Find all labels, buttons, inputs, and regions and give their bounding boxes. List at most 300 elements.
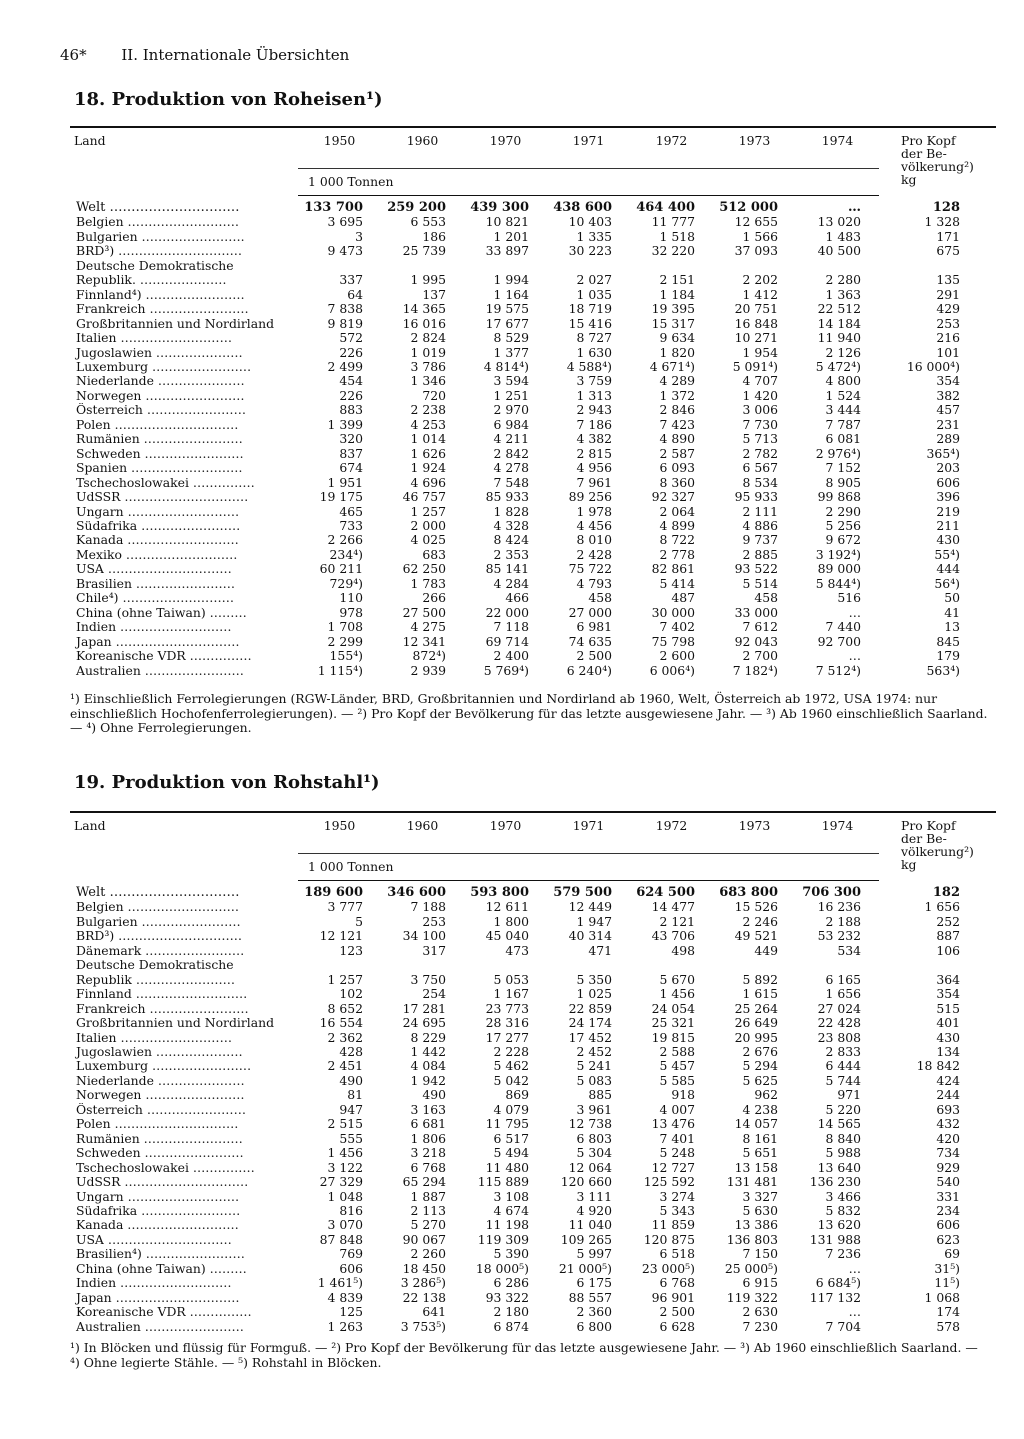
value-cell: 3 006 <box>742 403 778 418</box>
value-cell: 1 014 <box>410 432 446 447</box>
value-cell: 14 365 <box>402 302 446 317</box>
value-cell: 3 444 <box>825 403 861 418</box>
value-cell: 2 824 <box>410 331 446 346</box>
value-cell: 22 428 <box>817 1016 861 1031</box>
per-capita-cell: 578 <box>936 1319 960 1334</box>
value-cell: 346 600 <box>387 885 446 900</box>
per-capita-cell: 563⁴) <box>926 663 960 678</box>
value-cell: 7 152 <box>825 461 861 476</box>
value-cell: 6 165 <box>825 972 861 987</box>
value-cell: 5 997 <box>576 1247 612 1262</box>
value-cell: 1 115⁴) <box>317 663 363 678</box>
value-cell <box>796 958 879 972</box>
value-cell: 2 290 <box>825 504 861 519</box>
value-cell: 5 832 <box>825 1203 861 1218</box>
value-cell: 14 184 <box>817 316 861 331</box>
value-cell: 4 588⁴) <box>566 359 612 374</box>
per-capita-cell: 424 <box>936 1073 960 1088</box>
country-cell: Australien …………………… <box>76 1319 244 1334</box>
country-cell: Großbritannien und Nordirland <box>76 316 275 331</box>
value-cell: 1 372 <box>659 388 695 403</box>
value-cell: 125 <box>339 1305 363 1320</box>
value-cell: 4 890 <box>659 432 695 447</box>
value-cell: 5 083 <box>576 1073 612 1088</box>
column-header-land: Land <box>70 127 298 196</box>
value-cell: 6 984 <box>493 417 529 432</box>
value-cell: 2 499 <box>327 359 363 374</box>
column-header-year: 1973 <box>713 812 796 854</box>
value-cell: 3 192⁴) <box>815 547 861 562</box>
value-cell: 438 600 <box>553 200 612 215</box>
value-cell: 7 730 <box>742 417 778 432</box>
value-cell: 10 403 <box>568 215 612 230</box>
value-cell: 2 126 <box>825 345 861 360</box>
per-capita-cell: 623 <box>936 1232 960 1247</box>
table-row <box>70 1320 996 1334</box>
value-cell: 5 472⁴) <box>815 359 861 374</box>
value-cell: 6 567 <box>742 461 778 476</box>
value-cell: 17 677 <box>485 316 529 331</box>
value-cell: 2 202 <box>742 273 778 288</box>
value-cell: 7 230 <box>742 1319 778 1334</box>
table-row <box>70 519 996 533</box>
per-capita-cell: 365⁴) <box>926 446 960 461</box>
value-cell: 2 400 <box>493 649 529 664</box>
value-cell: 7 402 <box>659 620 695 635</box>
value-cell: 131 988 <box>809 1232 861 1247</box>
value-cell: 19 175 <box>319 490 363 505</box>
value-cell: 34 100 <box>402 929 446 944</box>
value-cell: 4 007 <box>659 1102 695 1117</box>
value-cell: 7 118 <box>493 620 529 635</box>
table-row <box>70 374 996 388</box>
table-row <box>70 1016 996 1030</box>
value-cell: 3 777 <box>327 900 363 915</box>
value-cell: 1 947 <box>576 914 612 929</box>
table-row <box>70 1233 996 1247</box>
value-cell: 2 600 <box>659 649 695 664</box>
country-cell: Südafrika …………………… <box>76 1203 241 1218</box>
value-cell <box>381 259 464 273</box>
value-cell: 8 722 <box>659 533 695 548</box>
table-19-footnote: ¹) In Blöcken und flüssig für Formguß. — ²) Pro Kopf der Bevölkerung für das letzte ausgewiesene Jahr. — ³) Ab 1960 einschließlich Saarland. — ⁴) Ohne legierte Stähle. — ⁵) Rohstahl in Blöcken. <box>70 1340 978 1370</box>
value-cell: 1 251 <box>493 388 529 403</box>
value-cell: 1 566 <box>742 229 778 244</box>
value-cell: 22 000 <box>485 605 529 620</box>
value-cell: 14 565 <box>817 1117 861 1132</box>
value-cell: 7 401 <box>659 1131 695 1146</box>
value-cell: 5 457 <box>659 1059 695 1074</box>
value-cell <box>381 958 464 972</box>
running-head-title: II. Internationale Übersichten <box>121 46 350 64</box>
value-cell: … <box>848 200 861 215</box>
value-cell: 3 695 <box>327 215 363 230</box>
country-cell: Polen ………………………… <box>76 1117 239 1132</box>
value-cell: 1 656 <box>825 987 861 1002</box>
value-cell: 7 612 <box>742 620 778 635</box>
per-capita-cell: 211 <box>936 518 960 533</box>
value-cell: 439 300 <box>470 200 529 215</box>
country-cell: Indien ……………………… <box>76 620 232 635</box>
table-row <box>70 1218 996 1232</box>
value-cell: 2 515 <box>327 1117 363 1132</box>
table-18-footnote: ¹) Einschließlich Ferrolegierungen (RGW-Länder, BRD, Großbritannien und Nordirland ab 1960, Welt, Österreich ab 1972, USA 1974: nur einschließlich Hochofenferrolegierungen). — ²) Pro Kopf der Bevölkerung für das letzte ausgewiesene Jahr. — ³) Ab 1960 einschließlich Saarland. — ⁴) Ohne Ferrolegierungen. <box>70 691 988 736</box>
value-cell: 226 <box>339 345 363 360</box>
per-capita-cell: 101 <box>936 345 960 360</box>
value-cell: 40 314 <box>568 929 612 944</box>
value-cell: 4 793 <box>576 576 612 591</box>
value-cell: 5 241 <box>576 1059 612 1074</box>
value-cell: 25 321 <box>651 1016 695 1031</box>
value-cell: 9 672 <box>825 533 861 548</box>
value-cell: 8 161 <box>742 1131 778 1146</box>
value-cell: 12 121 <box>319 929 363 944</box>
per-capita-cell: 929 <box>936 1160 960 1175</box>
column-header-year: 1972 <box>630 127 713 169</box>
value-cell: 1 363 <box>825 287 861 302</box>
value-cell: 33 000 <box>734 605 778 620</box>
value-cell: 2 111 <box>742 504 778 519</box>
value-cell: 458 <box>754 591 778 606</box>
per-capita-cell: 234 <box>936 1203 960 1218</box>
country-cell: Republik. ………………… <box>76 273 227 288</box>
value-cell: 6 517 <box>493 1131 529 1146</box>
value-cell: 464 400 <box>636 200 695 215</box>
pro-kopf-header-line: Pro Kopf <box>901 133 956 148</box>
value-cell: 4 328 <box>493 518 529 533</box>
table-row <box>70 346 996 360</box>
table-row <box>70 490 996 504</box>
country-cell: Brasilien⁴) …………………… <box>76 1247 245 1262</box>
country-cell: Dänemark …………………… <box>76 943 245 958</box>
country-cell: Koreanische VDR …………… <box>76 1305 252 1320</box>
value-cell: 454 <box>339 374 363 389</box>
value-cell: 606 <box>339 1261 363 1276</box>
per-capita-cell: 1 328 <box>924 215 960 230</box>
pro-kopf-header-line: der Be- <box>901 146 947 161</box>
country-cell: Finnland⁴) …………………… <box>76 287 245 302</box>
value-cell: 1 461⁵) <box>317 1276 363 1291</box>
value-cell: 2 280 <box>825 273 861 288</box>
value-cell: 7 704 <box>825 1319 861 1334</box>
value-cell: 92 700 <box>817 634 861 649</box>
value-cell: 1 887 <box>410 1189 446 1204</box>
value-cell: 885 <box>588 1088 612 1103</box>
value-cell: 3 786 <box>410 359 446 374</box>
value-cell: 2 782 <box>742 446 778 461</box>
value-cell: 3 122 <box>327 1160 363 1175</box>
value-cell: 7 182⁴) <box>732 663 778 678</box>
value-cell: 7 548 <box>493 475 529 490</box>
value-cell: 2 000 <box>410 518 446 533</box>
table-row <box>70 1262 996 1276</box>
table-row <box>70 548 996 562</box>
value-cell <box>298 259 381 273</box>
value-cell: 27 329 <box>319 1175 363 1190</box>
value-cell: 683 800 <box>719 885 778 900</box>
value-cell <box>713 259 796 273</box>
value-cell: 5 270 <box>410 1218 446 1233</box>
per-capita-cell <box>879 958 996 972</box>
value-cell: 6 768 <box>659 1276 695 1291</box>
table-row <box>70 900 996 914</box>
table-row <box>70 664 996 678</box>
value-cell: 641 <box>422 1305 446 1320</box>
value-cell: 1 483 <box>825 229 861 244</box>
table-row <box>70 302 996 316</box>
value-cell: 733 <box>339 518 363 533</box>
value-cell: 131 481 <box>726 1175 778 1190</box>
country-cell: Kanada ……………………… <box>76 533 239 548</box>
table-row <box>70 1247 996 1261</box>
value-cell: 15 416 <box>568 316 612 331</box>
per-capita-cell: 106 <box>936 943 960 958</box>
table-row <box>70 944 996 958</box>
value-cell: 2 064 <box>659 504 695 519</box>
value-cell: 2 121 <box>659 914 695 929</box>
value-cell: 2 362 <box>327 1030 363 1045</box>
country-cell: Polen ………………………… <box>76 417 239 432</box>
value-cell: 133 700 <box>304 200 363 215</box>
value-cell: 490 <box>339 1073 363 1088</box>
per-capita-cell: 515 <box>936 1001 960 1016</box>
per-capita-cell: 401 <box>936 1016 960 1031</box>
value-cell: 2 676 <box>742 1044 778 1059</box>
value-cell: 16 016 <box>402 316 446 331</box>
value-cell: 12 064 <box>568 1160 612 1175</box>
value-cell: 5 256 <box>825 518 861 533</box>
value-cell: 7 423 <box>659 417 695 432</box>
per-capita-cell: 16 000⁴) <box>906 359 960 374</box>
value-cell: 4 456 <box>576 518 612 533</box>
value-cell: 5 294 <box>742 1059 778 1074</box>
per-capita-cell: 1 068 <box>924 1290 960 1305</box>
value-cell: 1 257 <box>410 504 446 519</box>
value-cell: 2 353 <box>493 547 529 562</box>
column-header-year: 1950 <box>298 127 381 169</box>
per-capita-cell: 289 <box>936 432 960 447</box>
value-cell: 4 707 <box>742 374 778 389</box>
per-capita-cell: 56⁴) <box>934 576 960 591</box>
per-capita-cell <box>879 259 996 273</box>
value-cell: 136 803 <box>726 1232 778 1247</box>
value-cell <box>464 958 547 972</box>
value-cell: 9 634 <box>659 331 695 346</box>
value-cell: 6 240⁴) <box>566 663 612 678</box>
value-cell: 1 019 <box>410 345 446 360</box>
value-cell: 674 <box>339 461 363 476</box>
value-cell: 534 <box>837 943 861 958</box>
value-cell: 19 395 <box>651 302 695 317</box>
value-cell: 25 000⁵) <box>724 1261 778 1276</box>
value-cell: 8 424 <box>493 533 529 548</box>
value-cell: 6 874 <box>493 1319 529 1334</box>
value-cell: 4 275 <box>410 620 446 635</box>
value-cell: 5 462 <box>493 1059 529 1074</box>
country-cell: Österreich …………………… <box>76 403 246 418</box>
value-cell: 5 053 <box>493 972 529 987</box>
per-capita-cell: 219 <box>936 504 960 519</box>
per-capita-cell: 41 <box>944 605 960 620</box>
value-cell: 6 981 <box>576 620 612 635</box>
per-capita-cell: 1 656 <box>924 900 960 915</box>
value-cell: 5 343 <box>659 1203 695 1218</box>
country-cell: Jugoslawien ………………… <box>76 1044 243 1059</box>
country-cell: Norwegen …………………… <box>76 1088 245 1103</box>
per-capita-cell: 606 <box>936 1218 960 1233</box>
value-cell: 254 <box>422 987 446 1002</box>
value-cell: 7 150 <box>742 1247 778 1262</box>
country-cell: Ungarn ……………………… <box>76 1189 240 1204</box>
table-row <box>70 288 996 302</box>
value-cell: 92 043 <box>734 634 778 649</box>
value-cell: 2 299 <box>327 634 363 649</box>
value-cell: 8 905 <box>825 475 861 490</box>
value-cell: 11 040 <box>568 1218 612 1233</box>
value-cell: 1 442 <box>410 1044 446 1059</box>
value-cell: 4 839 <box>327 1290 363 1305</box>
per-capita-cell: 606 <box>936 475 960 490</box>
value-cell: 43 706 <box>651 929 695 944</box>
value-cell: 189 600 <box>304 885 363 900</box>
value-cell: 16 236 <box>817 900 861 915</box>
unit-header: 1 000 Tonnen <box>298 854 879 881</box>
running-head <box>60 46 349 64</box>
value-cell: 13 158 <box>734 1160 778 1175</box>
per-capita-cell: 420 <box>936 1131 960 1146</box>
value-cell: 5 248 <box>659 1146 695 1161</box>
value-cell: 93 322 <box>485 1290 529 1305</box>
value-cell: 5 670 <box>659 972 695 987</box>
table-row <box>70 1045 996 1059</box>
per-capita-cell: 216 <box>936 331 960 346</box>
country-cell: Luxemburg …………………… <box>76 1059 252 1074</box>
value-cell: 4 238 <box>742 1102 778 1117</box>
value-cell: 3 961 <box>576 1102 612 1117</box>
value-cell: 1 313 <box>576 388 612 403</box>
value-cell: 32 220 <box>651 244 695 259</box>
value-cell: 74 635 <box>568 634 612 649</box>
value-cell: 1 456 <box>659 987 695 1002</box>
value-cell: 869 <box>505 1088 529 1103</box>
country-cell: Ungarn ……………………… <box>76 504 240 519</box>
country-cell: Tschechoslowakei …………… <box>76 1160 255 1175</box>
value-cell: 2 970 <box>493 403 529 418</box>
value-cell: 18 000⁵) <box>475 1261 529 1276</box>
country-cell: Rumänien …………………… <box>76 1131 243 1146</box>
value-cell: 6 553 <box>410 215 446 230</box>
value-cell: 46 757 <box>402 490 446 505</box>
value-cell: 516 <box>837 591 861 606</box>
value-cell: 1 399 <box>327 417 363 432</box>
value-cell: 120 660 <box>560 1175 612 1190</box>
country-cell: Bulgarien ……………………. <box>76 229 245 244</box>
page-number: 46* <box>60 46 87 64</box>
value-cell: 5 844⁴) <box>815 576 861 591</box>
country-cell: Tschechoslowakei …………… <box>76 475 255 490</box>
value-cell: 5 <box>355 914 363 929</box>
value-cell: 85 141 <box>485 562 529 577</box>
value-cell: 4 956 <box>576 461 612 476</box>
value-cell: 6 286 <box>493 1276 529 1291</box>
value-cell: 2 815 <box>576 446 612 461</box>
table-row <box>70 432 996 446</box>
value-cell: 17 452 <box>568 1030 612 1045</box>
value-cell: 5 390 <box>493 1247 529 1262</box>
value-cell: 1 048 <box>327 1189 363 1204</box>
value-cell: 25 739 <box>402 244 446 259</box>
country-cell: Italien ……………………… <box>76 331 232 346</box>
table-row <box>70 259 996 273</box>
value-cell: 2 976⁴) <box>815 446 861 461</box>
value-cell: 1 456 <box>327 1146 363 1161</box>
value-cell: 10 821 <box>485 215 529 230</box>
value-cell: 82 861 <box>651 562 695 577</box>
table-row <box>70 987 996 1001</box>
value-cell: … <box>848 1305 861 1320</box>
value-cell: 88 557 <box>568 1290 612 1305</box>
value-cell: 4 886 <box>742 518 778 533</box>
country-cell: Mexiko ……………………… <box>76 547 238 562</box>
value-cell: 12 449 <box>568 900 612 915</box>
value-cell: 5 514 <box>742 576 778 591</box>
value-cell: 11 795 <box>485 1117 529 1132</box>
value-cell: 1 420 <box>742 388 778 403</box>
value-cell: 11 859 <box>651 1218 695 1233</box>
column-header-land: Land <box>70 812 298 881</box>
value-cell: 12 611 <box>485 900 529 915</box>
value-cell: 1 995 <box>410 273 446 288</box>
table-row <box>70 649 996 663</box>
value-cell: 918 <box>671 1088 695 1103</box>
table-row <box>70 915 996 929</box>
value-cell: 579 500 <box>553 885 612 900</box>
value-cell: 11 480 <box>485 1160 529 1175</box>
value-cell: 123 <box>339 943 363 958</box>
value-cell: 5 414 <box>659 576 695 591</box>
table-row <box>70 505 996 519</box>
value-cell: 6 444 <box>825 1059 861 1074</box>
value-cell: 45 040 <box>485 929 529 944</box>
value-cell: 8 534 <box>742 475 778 490</box>
value-cell: 4 696 <box>410 475 446 490</box>
per-capita-cell: 128 <box>932 199 960 215</box>
per-capita-cell: 675 <box>936 244 960 259</box>
value-cell: 4 382 <box>576 432 612 447</box>
value-cell: 11 777 <box>651 215 695 230</box>
per-capita-cell: 540 <box>936 1175 960 1190</box>
value-cell: 473 <box>505 943 529 958</box>
value-cell: 2 180 <box>493 1305 529 1320</box>
value-cell: 1 806 <box>410 1131 446 1146</box>
country-cell: Schweden …………………… <box>76 1146 244 1161</box>
value-cell: 24 174 <box>568 1016 612 1031</box>
value-cell: 466 <box>505 591 529 606</box>
table-row <box>70 606 996 620</box>
value-cell: 428 <box>339 1044 363 1059</box>
value-cell: 1 184 <box>659 287 695 302</box>
country-cell: UdSSR ………………………… <box>76 1175 249 1190</box>
value-cell: 17 277 <box>485 1030 529 1045</box>
value-cell: 24 054 <box>651 1001 695 1016</box>
per-capita-cell: 354 <box>936 987 960 1002</box>
country-cell: Italien ……………………… <box>76 1030 232 1045</box>
country-cell: Großbritannien und Nordirland <box>76 1016 275 1031</box>
value-cell: 978 <box>339 605 363 620</box>
country-cell: China (ohne Taiwan) ……… <box>76 605 247 620</box>
value-cell: 16 554 <box>319 1016 363 1031</box>
country-cell: USA ………………………… <box>76 562 232 577</box>
